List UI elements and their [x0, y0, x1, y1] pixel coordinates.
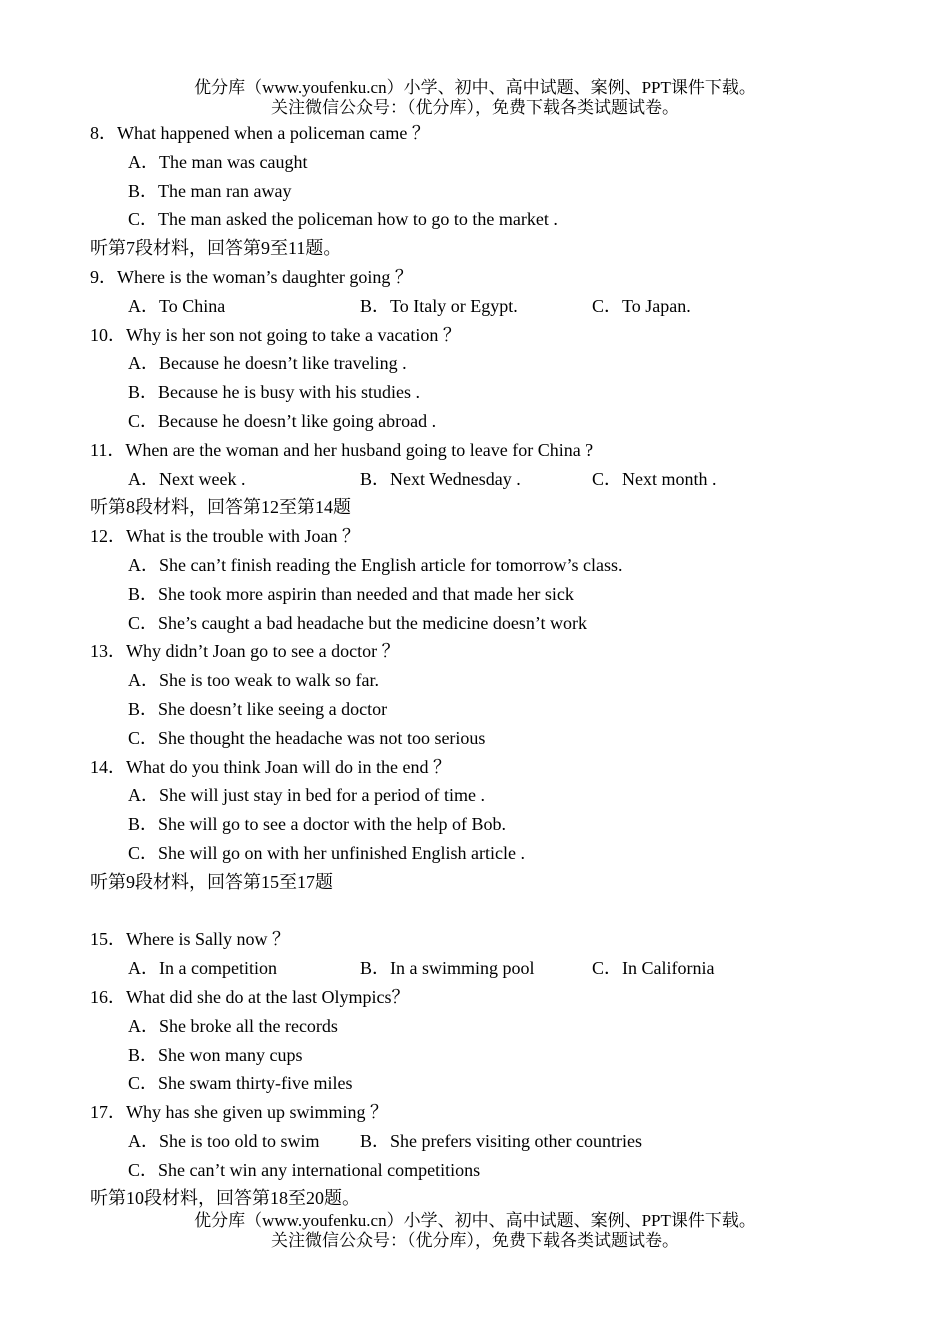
- header-line-1: 优分库（www.youfenku.cn）小学、初中、高中试题、案例、PPT课件下载。: [194, 78, 756, 97]
- q15-option-a: A．In a competition: [128, 958, 277, 979]
- q10-option-a: A．Because he doesn’t like traveling .: [128, 353, 407, 374]
- q14-option-b: B．She will go to see a doctor with the help of Bob.: [128, 814, 506, 835]
- q12-option-c: C．She’s caught a bad headache but the medicine doesn’t work: [128, 612, 588, 633]
- page-header: [0, 78, 950, 118]
- q17-option-c: C．She can’t win any international competitions: [128, 1159, 481, 1180]
- blank-line: [90, 897, 910, 926]
- q9-options: [90, 292, 910, 321]
- question-11: 11．When are the woman and her husband going to leave for China ?: [90, 439, 594, 460]
- q8-option-b: B．The man ran away: [128, 180, 292, 201]
- section-9-instruction: 听第9段材料，回答第15至17题: [90, 871, 333, 892]
- q15-options: [90, 954, 910, 983]
- q12-option-b: B．She took more aspirin than needed and that made her sick: [128, 583, 574, 604]
- section-8-instruction: 听第8段材料，回答第12至第14题: [90, 497, 351, 518]
- question-16: 16．What did she do at the last Olympics？: [90, 986, 410, 1007]
- question-8: 8．What happened when a policeman came ？: [90, 123, 430, 143]
- question-13: 13．Why didn’t Joan go to see a doctor ？: [90, 641, 400, 662]
- q14-option-a: A．She will just stay in bed for a period of time .: [128, 785, 485, 806]
- q8-option-c: C．The man asked the policeman how to go to the market .: [128, 209, 558, 230]
- q11-options: [90, 465, 910, 494]
- section-7-instruction: 听第7段材料，回答第9至11题。: [90, 238, 342, 259]
- q9-option-c: C．To Japan.: [592, 295, 691, 316]
- question-10: 10．Why is her son not going to take a vacation ？: [90, 324, 461, 345]
- question-9: 9．Where is the woman’s daughter going ？: [90, 266, 413, 287]
- q9-option-b: B．To Italy or Egypt.: [360, 295, 518, 316]
- q13-option-a: A．She is too weak to walk so far.: [128, 670, 379, 691]
- q13-option-b: B．She doesn’t like seeing a doctor: [128, 698, 388, 719]
- q16-option-c: C．She swam thirty-five miles: [128, 1073, 353, 1094]
- q16-option-a: A．She broke all the records: [128, 1015, 338, 1036]
- q11-option-b: B．Next Wednesday .: [360, 468, 521, 489]
- question-list: [90, 119, 910, 1213]
- q12-option-a: A．She can’t finish reading the English article for tomorrow’s class.: [128, 554, 623, 575]
- q9-option-a: A．To China: [128, 295, 226, 316]
- q13-option-c: C．She thought the headache was not too serious: [128, 727, 486, 748]
- page-footer: [0, 1211, 950, 1251]
- q11-option-c: C．Next month .: [592, 468, 717, 489]
- q17-option-a: A．She is too old to swim: [128, 1130, 320, 1151]
- q14-option-c: C．She will go on with her unfinished English article .: [128, 842, 525, 863]
- q10-option-c: C．Because he doesn’t like going abroad .: [128, 410, 437, 431]
- footer-line-1: 优分库（www.youfenku.cn）小学、初中、高中试题、案例、PPT课件下载。: [194, 1211, 756, 1230]
- question-14: 14．What do you think Joan will do in the end ？: [90, 756, 451, 777]
- question-17: 17．Why has she given up swimming ？: [90, 1102, 388, 1123]
- q11-option-a: A．Next week .: [128, 468, 246, 489]
- q17-options-ab: [90, 1127, 910, 1156]
- header-line-2: 关注微信公众号：（优分库），免费下载各类试题试卷。: [271, 98, 679, 117]
- q15-option-b: B．In a swimming pool: [360, 958, 535, 979]
- question-12: 12．What is the trouble with Joan ？: [90, 526, 360, 547]
- q15-option-c: C．In California: [592, 958, 715, 979]
- q10-option-b: B．Because he is busy with his studies .: [128, 382, 420, 403]
- footer-line-2: 关注微信公众号：（优分库），免费下载各类试题试卷。: [271, 1231, 679, 1250]
- q8-option-a: A．The man was caught: [128, 151, 308, 172]
- q16-option-b: B．She won many cups: [128, 1044, 303, 1065]
- question-15: 15．Where is Sally now ？: [90, 929, 290, 950]
- section-10-instruction: 听第10段材料，回答第18至20题。: [90, 1188, 360, 1209]
- q17-option-b: B．She prefers visiting other countries: [360, 1130, 642, 1151]
